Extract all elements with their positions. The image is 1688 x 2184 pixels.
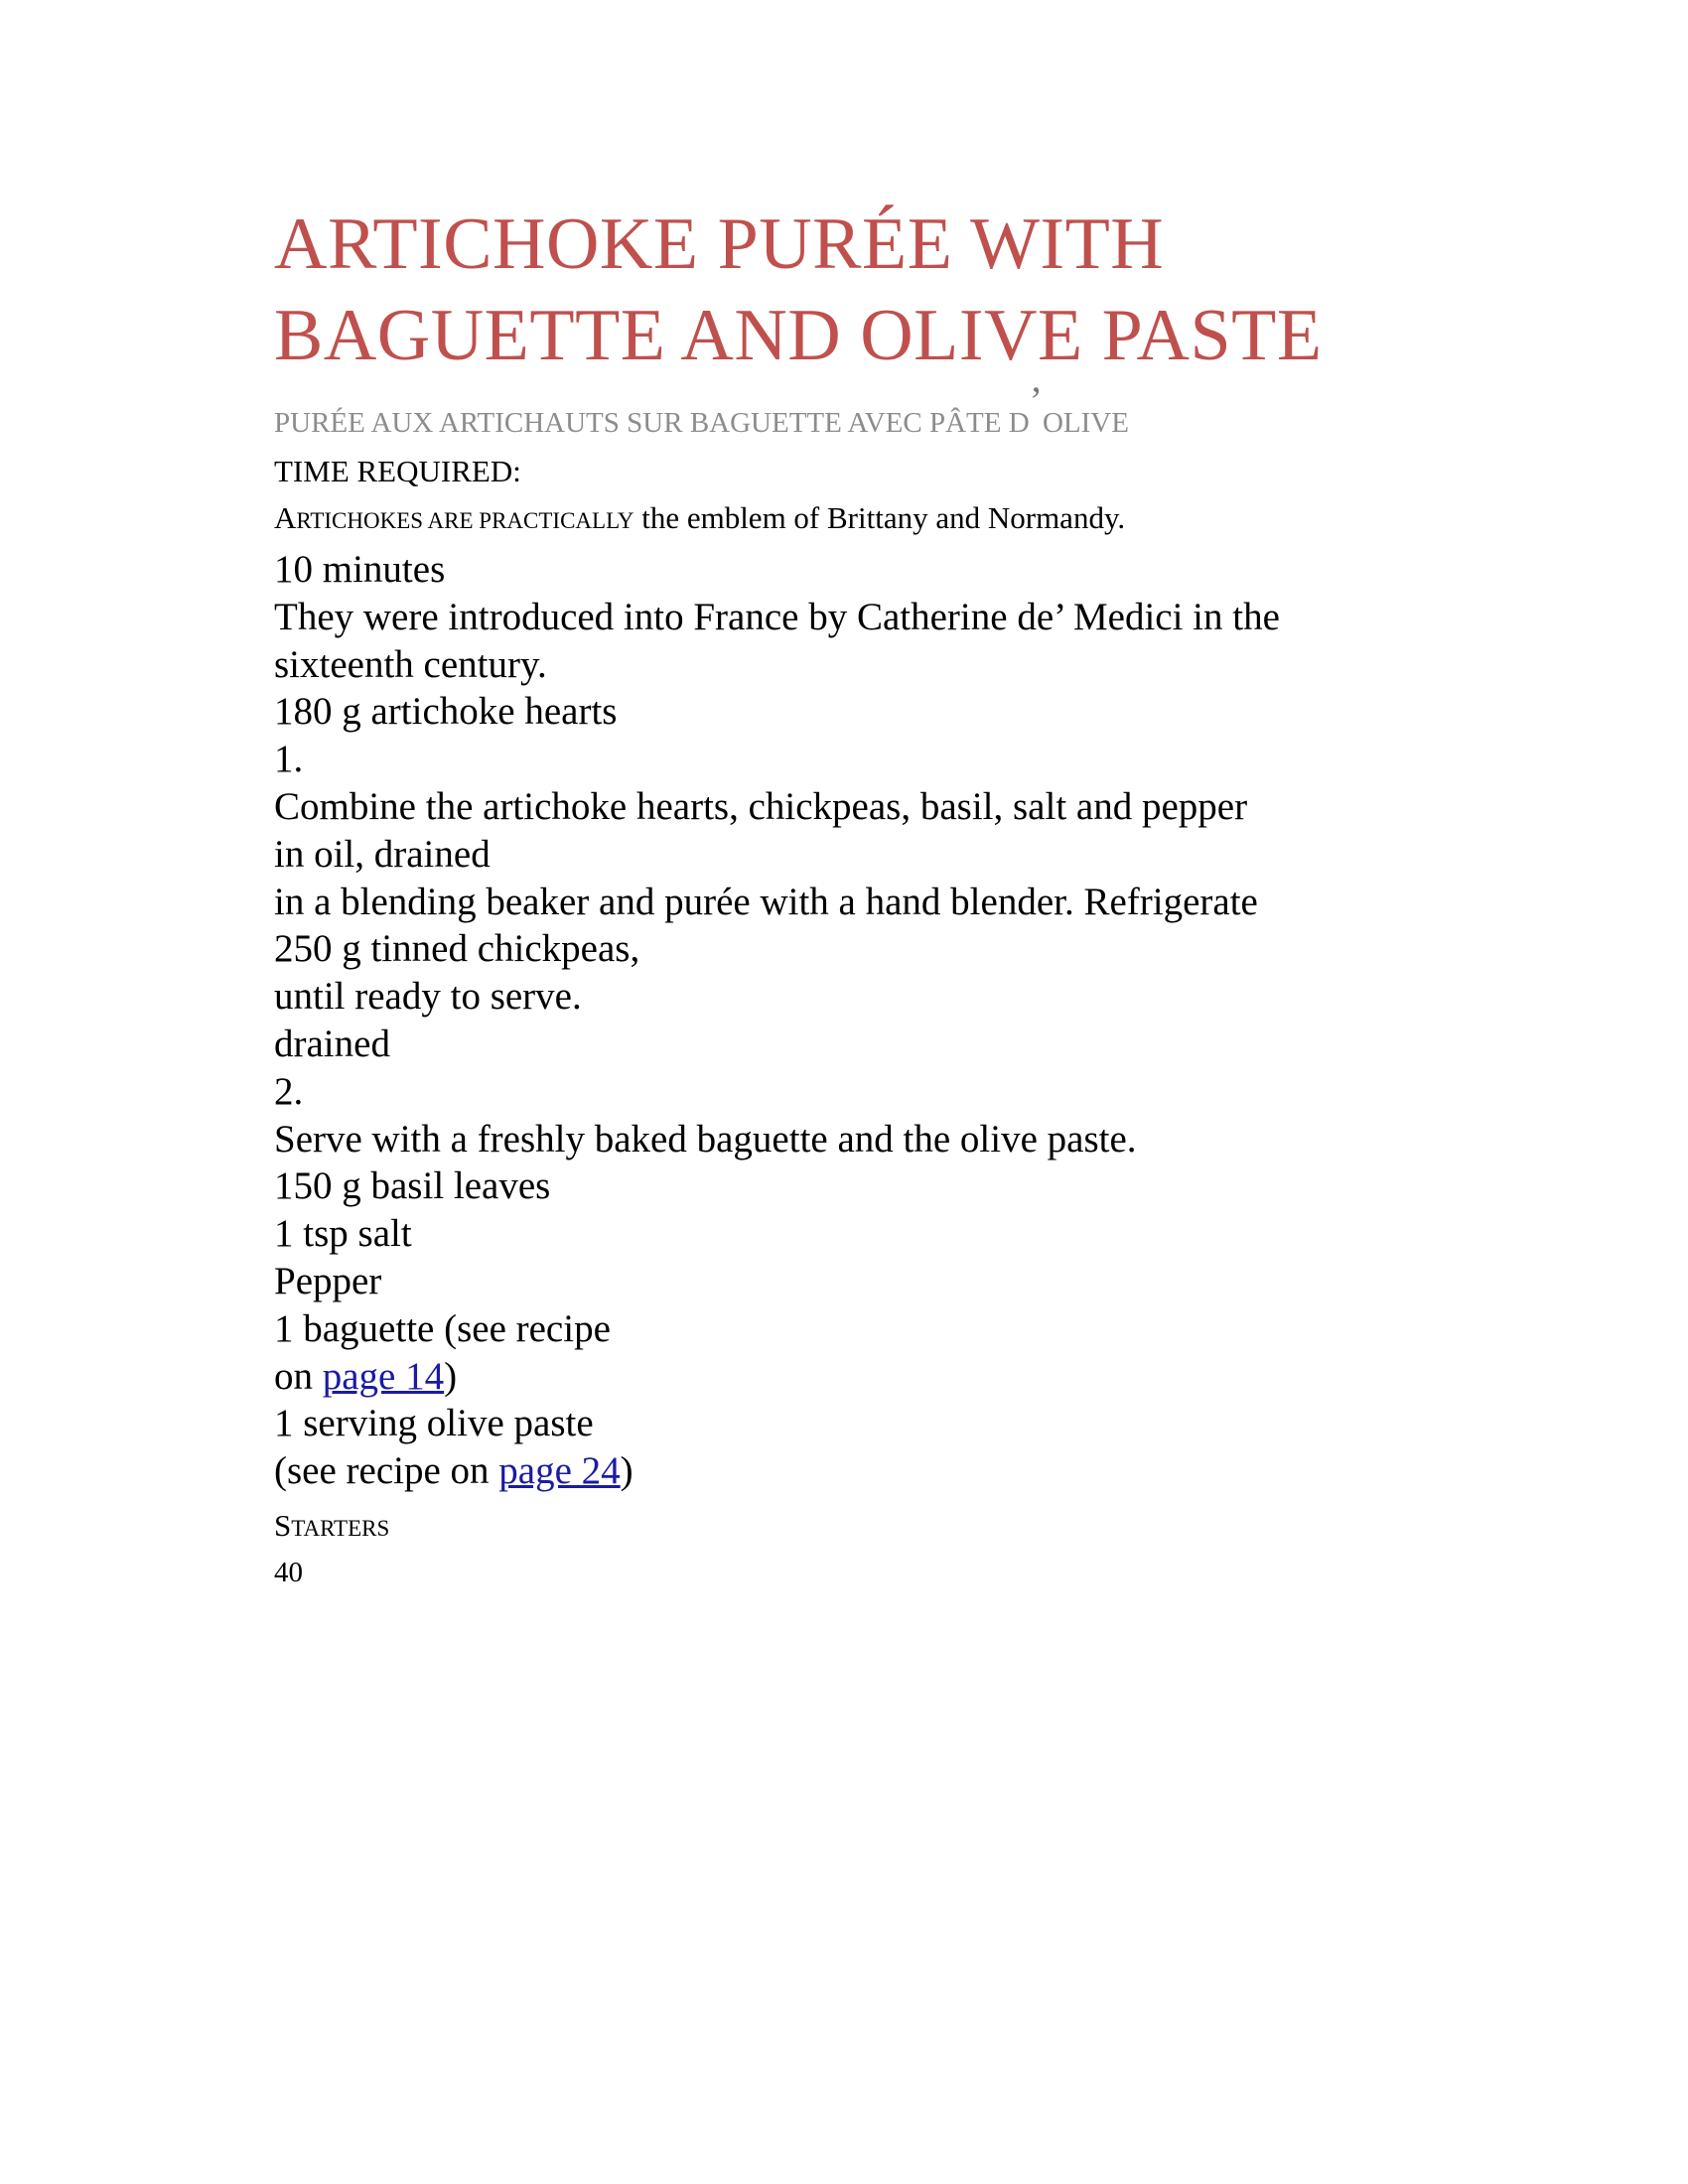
olive-paste-reference-line bbox=[274, 1447, 1280, 1495]
subtitle-apostrophe: ’ bbox=[1029, 378, 1043, 423]
recipe-body bbox=[274, 546, 1280, 1495]
link-prefix: (see recipe on bbox=[274, 1449, 499, 1493]
recipe-subtitle-french bbox=[274, 378, 1129, 443]
body-line: in a blending beaker and purée with a hand blender. Refrigerate bbox=[274, 880, 1258, 923]
subtitle-text-before: PURÉE AUX ARTICHAUTS SUR BAGUETTE AVEC PÂTE D bbox=[274, 407, 1030, 439]
link-prefix: on bbox=[274, 1354, 323, 1398]
recipe-title-line-1: ARTICHOKE PURÉE WITH bbox=[274, 204, 1165, 285]
recipe-title-line-2: BAGUETTE AND OLIVE PASTE bbox=[274, 295, 1323, 376]
body-line: in oil, drained bbox=[274, 832, 491, 876]
body-line: Pepper bbox=[274, 1259, 382, 1302]
body-line: drained bbox=[274, 1022, 390, 1065]
body-line: 10 minutes bbox=[274, 548, 446, 591]
body-line: 180 g artichoke hearts bbox=[274, 690, 618, 734]
body-line: 150 g basil leaves bbox=[274, 1164, 551, 1208]
page-number: 40 bbox=[274, 1557, 303, 1588]
body-line: 1 tsp salt bbox=[274, 1212, 412, 1256]
intro-text bbox=[274, 498, 1125, 541]
intro-smallcaps-rest: RTICHOKES ARE PRACTICALLY bbox=[296, 508, 634, 533]
intro-rest: the emblem of Brittany and Normandy. bbox=[633, 500, 1126, 535]
page-14-link[interactable]: page 14 bbox=[322, 1354, 445, 1398]
baguette-reference-line bbox=[274, 1353, 1280, 1401]
body-line: They were introduced into France by Catherine de’ Medici in the bbox=[274, 595, 1280, 638]
recipe-title bbox=[274, 199, 1323, 381]
section-first-letter: S bbox=[274, 1508, 292, 1543]
section-name bbox=[274, 1506, 389, 1549]
link-suffix: ) bbox=[444, 1354, 458, 1398]
body-line: 250 g tinned chickpeas, bbox=[274, 927, 640, 971]
body-line: until ready to serve. bbox=[274, 975, 582, 1019]
body-line: sixteenth century. bbox=[274, 642, 547, 686]
subtitle-text-after: OLIVE bbox=[1042, 407, 1129, 439]
time-required-label: TIME REQUIRED: bbox=[274, 454, 521, 488]
section-rest: TARTERS bbox=[291, 1516, 390, 1541]
body-line: 1 serving olive paste bbox=[274, 1402, 594, 1445]
link-suffix: ) bbox=[620, 1449, 633, 1493]
recipe-page bbox=[274, 0, 1416, 2184]
body-line: 1. bbox=[274, 738, 304, 781]
page-24-link[interactable]: page 24 bbox=[498, 1449, 621, 1493]
body-line: 2. bbox=[274, 1069, 304, 1113]
body-line: Serve with a freshly baked baguette and the olive paste. bbox=[274, 1117, 1137, 1160]
body-line: 1 baguette (see recipe bbox=[274, 1306, 611, 1350]
body-line: Combine the artichoke hearts, chickpeas, basil, salt and pepper bbox=[274, 784, 1248, 828]
intro-smallcaps-first: A bbox=[274, 500, 297, 535]
